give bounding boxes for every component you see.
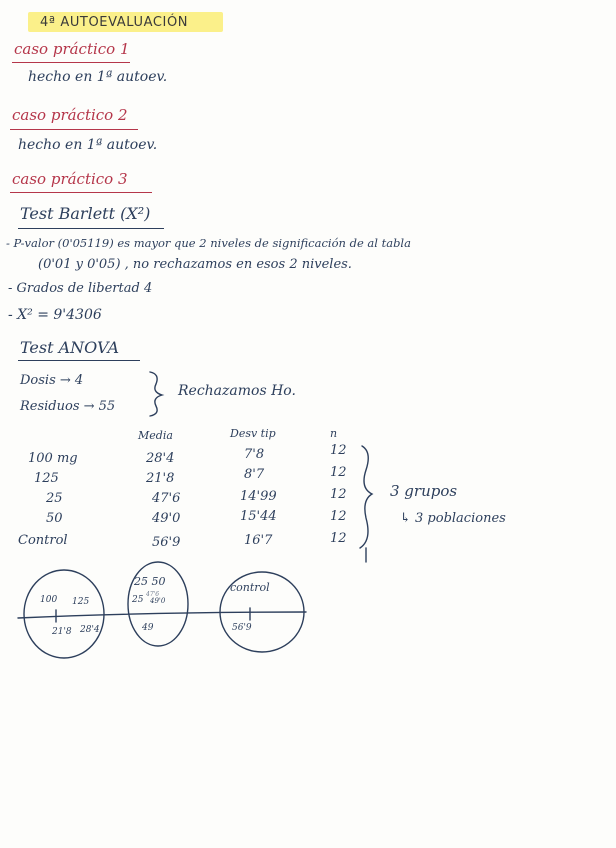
case-3-heading: caso práctico 3: [12, 170, 128, 188]
table-cell-media: 49'0: [152, 511, 181, 526]
circle2-label-490: 49'0: [150, 597, 166, 605]
table-cell-n: 12: [330, 509, 347, 524]
circle2-label-49: 49: [142, 623, 154, 633]
table-cell-n: 12: [330, 531, 347, 546]
table-cell-desv: 15'44: [240, 509, 277, 524]
anova-conclusion: Rechazamos Ho.: [178, 383, 296, 399]
populations-note: ↳ 3 poblaciones: [400, 511, 506, 526]
circle-group-1: [24, 570, 104, 658]
table-cell-media: 56'9: [152, 535, 181, 550]
circle2-label-2550: 25 50: [134, 575, 166, 588]
table-cell-media: 21'8: [146, 471, 175, 486]
table-row-label: 100 mg: [28, 451, 78, 466]
circle2-label-476: 47'6: [146, 591, 160, 598]
circle1-label-100: 100: [40, 595, 58, 605]
table-cell-desv: 7'8: [244, 447, 265, 462]
case-2-heading: caso práctico 2: [12, 106, 128, 124]
bartlett-degrees-line: - Grados de libertad 4: [8, 281, 153, 296]
anova-residuos: Residuos → 55: [20, 399, 116, 414]
table-row-label: 50: [46, 511, 63, 526]
table-row-label: 25: [46, 491, 63, 506]
anova-heading: Test ANOVA: [20, 338, 120, 357]
bartlett-pvalue-line: - P-valor (0'05119) es mayor que 2 niveles de significación de al tabla: [6, 236, 411, 250]
table-cell-n: 12: [330, 487, 347, 502]
case-2-note: hecho en 1ª autoev.: [18, 137, 158, 153]
case-1-heading: caso práctico 1: [14, 40, 130, 58]
table-header-media: Media: [138, 429, 173, 442]
circle3-label-control: control: [230, 581, 270, 594]
axis-line: [18, 612, 306, 618]
table-header-desv: Desv tip: [230, 427, 276, 440]
anova-brace: [150, 372, 162, 416]
circle1-label-125: 125: [72, 597, 90, 607]
bartlett-significance-line: (0'01 y 0'05) , no rechazamos en esos 2 niveles.: [38, 257, 352, 272]
table-brace: [360, 446, 372, 548]
table-row-label: 125: [34, 471, 59, 486]
table-cell-n: 12: [330, 443, 347, 458]
circle-group-2: [128, 562, 188, 646]
table-cell-media: 28'4: [146, 451, 175, 466]
table-cell-n: 12: [330, 465, 347, 480]
bartlett-chisq-line: - X² = 9'4306: [8, 307, 102, 323]
page-title: 4ª AUTOEVALUACIÓN: [40, 15, 189, 30]
bartlett-heading: Test Barlett (X²): [20, 204, 151, 223]
table-cell-desv: 16'7: [244, 533, 273, 548]
table-header-n: n: [330, 427, 338, 440]
groups-note: 3 grupos: [390, 482, 458, 500]
circle2-label-25: 25: [132, 595, 144, 605]
table-cell-media: 47'6: [152, 491, 181, 506]
circle1-label-218: 21'8: [52, 627, 72, 637]
circle3-label-569: 56'9: [232, 623, 252, 633]
table-cell-desv: 8'7: [244, 467, 265, 482]
table-cell-desv: 14'99: [240, 489, 277, 504]
anova-dosis: Dosis → 4: [20, 373, 84, 388]
table-row-label: Control: [18, 533, 68, 548]
case-1-note: hecho en 1ª autoev.: [28, 69, 168, 85]
circle1-label-284: 28'4: [80, 625, 100, 635]
